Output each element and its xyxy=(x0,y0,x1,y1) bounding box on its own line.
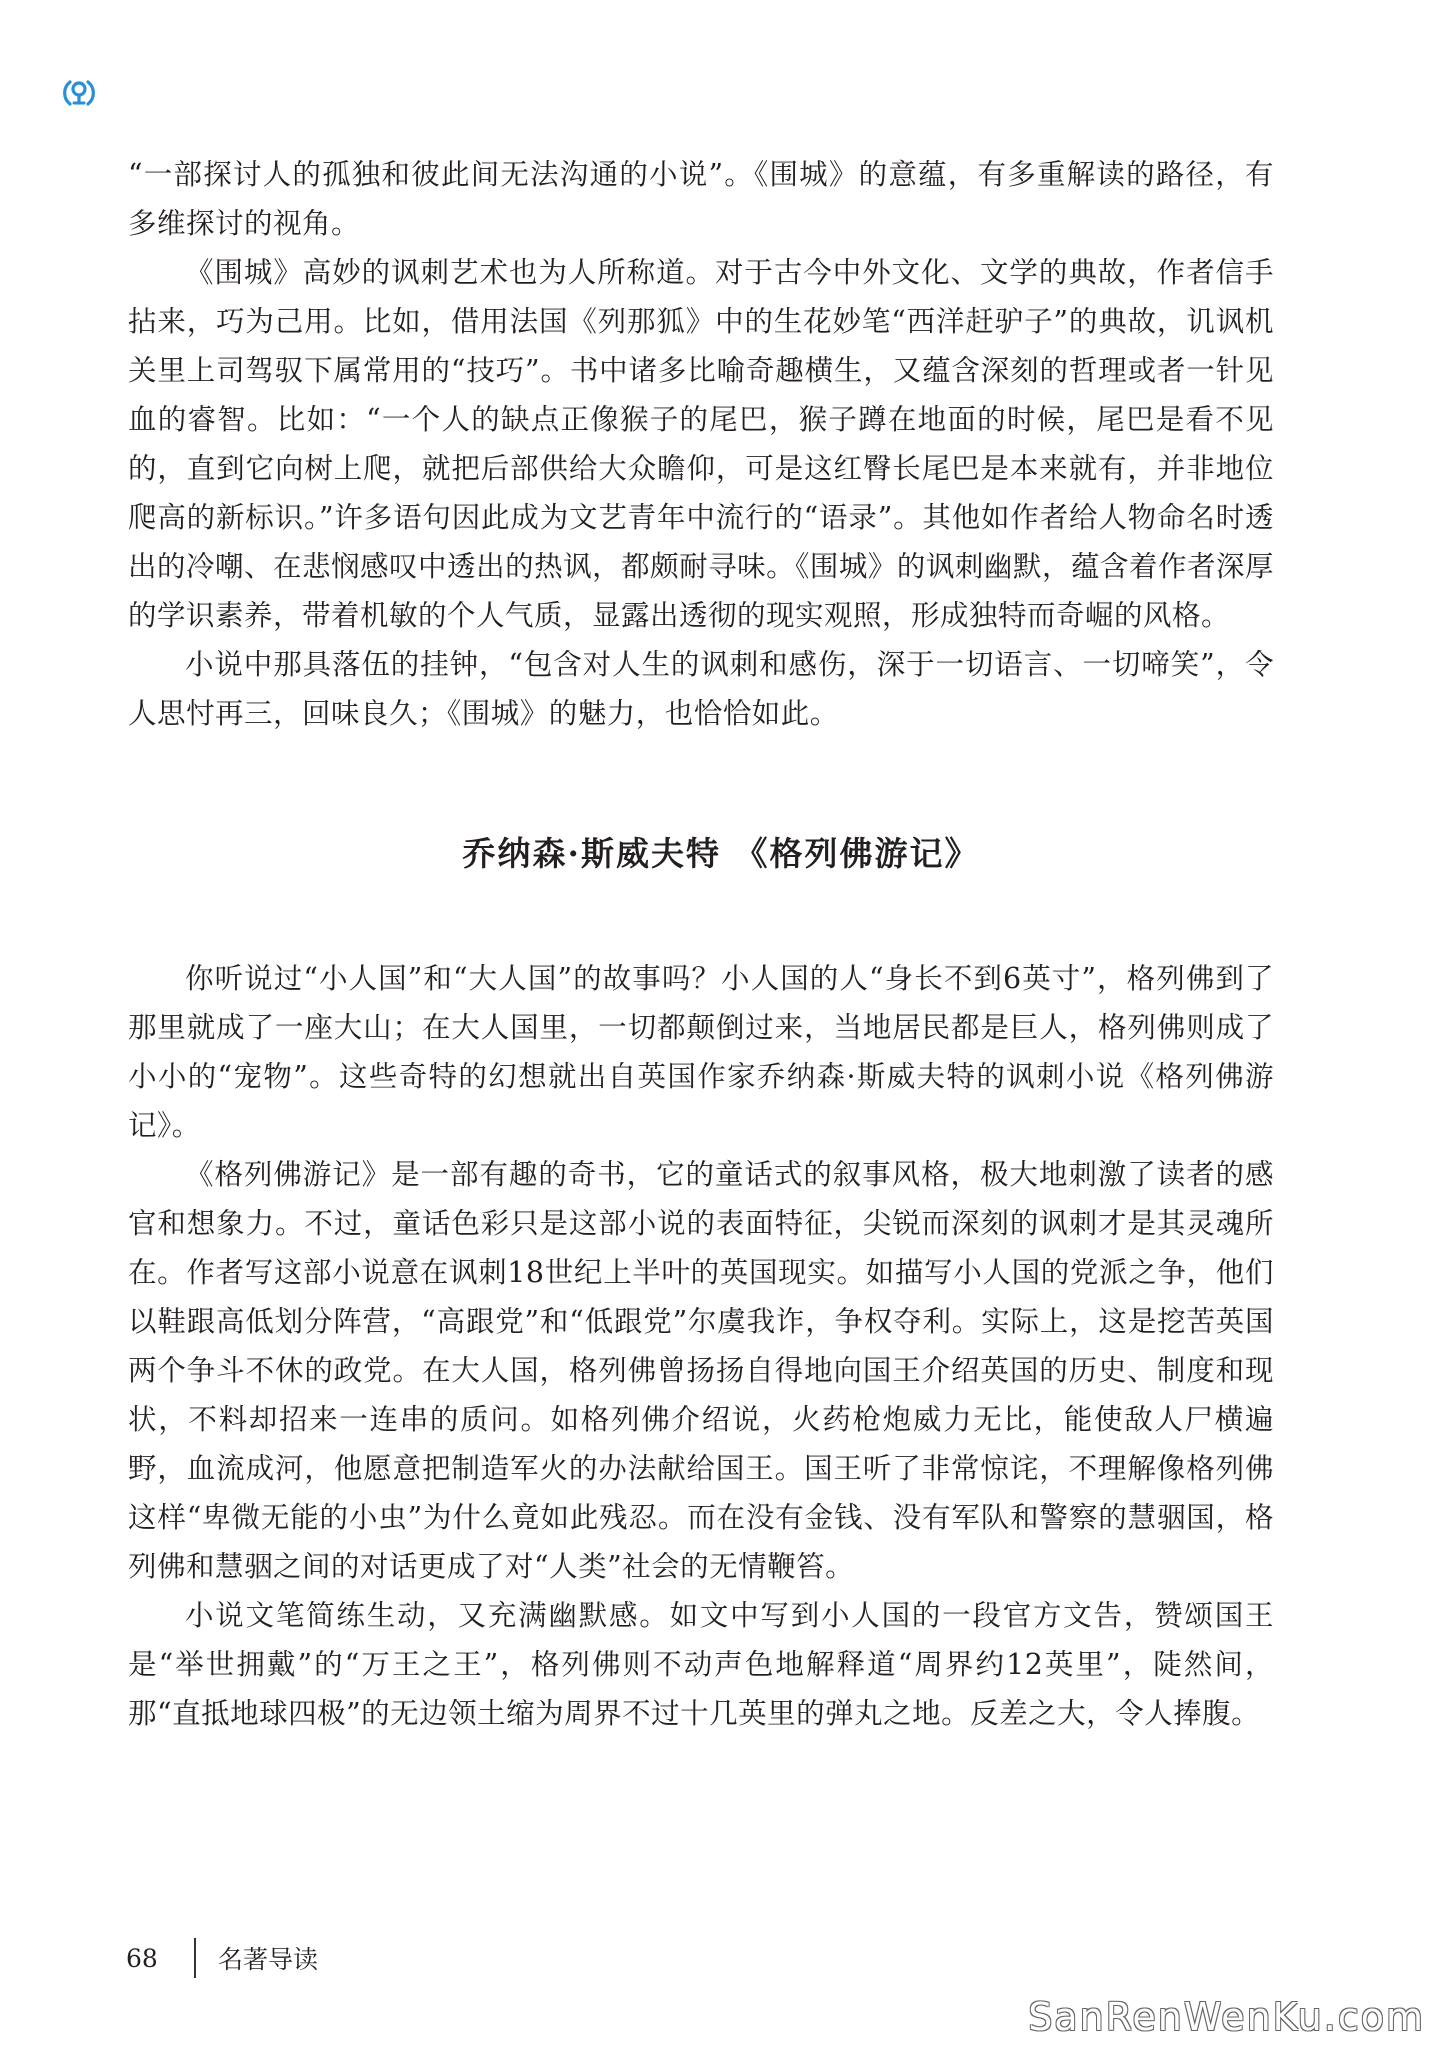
page-footer xyxy=(126,1938,318,1978)
book-title: 名著导读 xyxy=(218,1945,319,1974)
publisher-logo-icon xyxy=(62,76,96,110)
footer-divider xyxy=(194,1938,196,1978)
page-body xyxy=(128,150,1274,1738)
section-title: 乔纳森·斯威夫特 《格列佛游记》 xyxy=(462,834,980,873)
watermark: SanRenWenKu.com xyxy=(1028,1995,1425,2039)
paragraph: 小说文笔简练生动，又充满幽默感。如文中写到小人国的一段官方文告，赞颂国王是“举世拥戴”的“万王之王”，格列佛则不动声色地解释道“周界约12英里”，陡然间，那“直抵地球四极”的无边领土缩为周界不过十几英里的弹丸之地。反差之大，令人捧腹。 xyxy=(128,1599,1274,1730)
paragraph: 《格列佛游记》是一部有趣的奇书，它的童话式的叙事风格，极大地刺激了读者的感官和想象力。不过，童话色彩只是这部小说的表面特征，尖锐而深刻的讽刺才是其灵魂所在。作者写这部小说意在讽刺18世纪上半叶的英国现实。如描写小人国的党派之争，他们以鞋跟高低划分阵营，“高跟党”和“低跟党”尔虞我诈，争权夺利。实际上，这是挖苦英国两个争斗不休的政党。在大人国，格列佛曾扬扬自得地向国王介绍英国的历史、制度和现状，不料却招来一连串的质问。如格列佛介绍说，火药枪炮威力无比，能使敌人尸横遍野，血流成河，他愿意把制造军火的办法献给国王。国王听了非常惊诧，不理解像格列佛这样“卑微无能的小虫”为什么竟如此残忍。而在没有金钱、没有军队和警察的慧骃国，格列佛和慧骃之间的对话更成了对“人类”社会的无情鞭笞。 xyxy=(128,1158,1274,1583)
paragraph: “一部探讨人的孤独和彼此间无法沟通的小说”。《围城》的意蕴，有多重解读的路径，有多维探讨的视角。 xyxy=(128,158,1274,240)
page-number: 68 xyxy=(126,1943,158,1973)
paragraph: 小说中那具落伍的挂钟，“包含对人生的讽刺和感伤，深于一切语言、一切啼笑”，令人思忖再三，回味良久；《围城》的魅力，也恰恰如此。 xyxy=(128,648,1274,730)
paragraph: 你听说过“小人国”和“大人国”的故事吗？小人国的人“身长不到6英寸”，格列佛到了那里就成了一座大山；在大人国里，一切都颠倒过来，当地居民都是巨人，格列佛则成了小小的“宠物”。这些奇特的幻想就出自英国作家乔纳森·斯威夫特的讽刺小说《格列佛游记》。 xyxy=(128,962,1274,1142)
paragraph: 《围城》高妙的讽刺艺术也为人所称道。对于古今中外文化、文学的典故，作者信手拈来，巧为己用。比如，借用法国《列那狐》中的生花妙笔“西洋赶驴子”的典故，讥讽机关里上司驾驭下属常用的“技巧”。书中诸多比喻奇趣横生，又蕴含深刻的哲理或者一针见血的睿智。比如：“一个人的缺点正像猴子的尾巴，猴子蹲在地面的时候，尾巴是看不见的，直到它向树上爬，就把后部供给大众瞻仰，可是这红臀长尾巴是本来就有，并非地位爬高的新标识。”许多语句因此成为文艺青年中流行的“语录”。其他如作者给人物命名时透出的冷嘲、在悲悯感叹中透出的热讽，都颇耐寻味。《围城》的讽刺幽默，蕴含着作者深厚的学识素养，带着机敏的个人气质，显露出透彻的现实观照，形成独特而奇崛的风格。 xyxy=(128,256,1274,632)
